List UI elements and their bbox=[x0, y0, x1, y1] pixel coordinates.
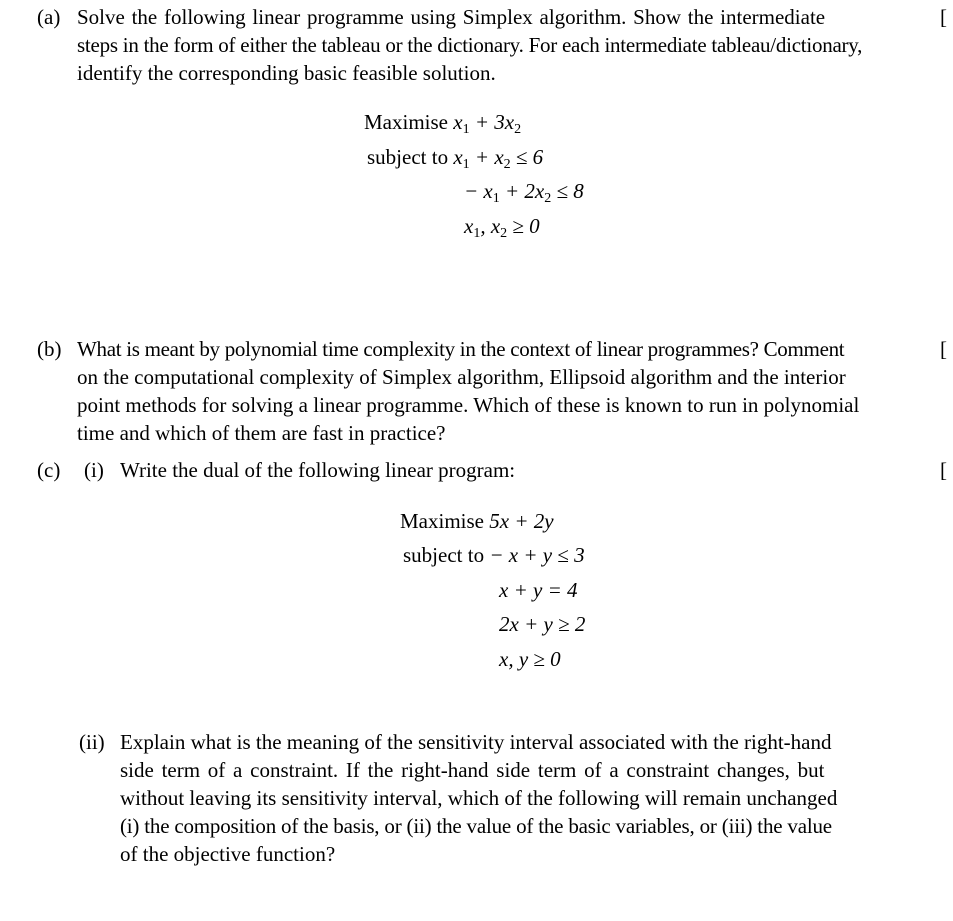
lp-c-objective-expr: 5x + 2y bbox=[489, 509, 554, 533]
lp-a-nonneg: $x_1$, $x_2 \ge 0$ bbox=[464, 214, 540, 241]
part-c-ii-line-2: side term of a constraint. If the right-hand side term of a constraint changes, but bbox=[120, 758, 825, 782]
lp-c-nonneg: x, y ≥ 0 bbox=[499, 647, 561, 671]
part-a-line-1: Solve the following linear programme using Simplex algorithm. Show the intermediate bbox=[77, 5, 826, 29]
part-c-sub-i-text: Write the dual of the following linear program: bbox=[120, 458, 516, 482]
part-a-line-3: identify the corresponding basic feasible solution. bbox=[77, 61, 496, 85]
lp-a-constraint-1-expr: $x_1 + x_2 \le 6$ bbox=[453, 145, 544, 172]
lp-c-subject-prefix: subject to bbox=[403, 543, 485, 567]
part-c-ii-line-4: (i) the composition of the basis, or (ii) the value of the basic variables, or (iii) the value bbox=[120, 814, 832, 838]
lp-a-objective bbox=[364, 108, 521, 136]
part-a-line-2: steps in the form of either the tableau or the dictionary. For each intermediate tableau/dictionary, bbox=[77, 33, 863, 57]
part-c-ii-line-5: of the objective function? bbox=[120, 842, 336, 866]
part-a-question bbox=[77, 3, 947, 87]
part-a-label: (a) bbox=[37, 5, 61, 29]
lp-a-objective-expr: $x_1 + 3x_2$ bbox=[453, 110, 522, 137]
part-c-sub-i-label: (i) bbox=[84, 458, 104, 482]
lp-a-subject-prefix: subject to bbox=[367, 145, 449, 169]
part-b-line-4: time and which of them are fast in practice? bbox=[77, 421, 446, 445]
part-c-sub-ii-question bbox=[120, 728, 900, 868]
part-c-sub-ii-label: (ii) bbox=[79, 730, 105, 754]
lp-a-objective-prefix: Maximise bbox=[364, 110, 448, 134]
part-b-line-2: on the computational complexity of Simplex algorithm, Ellipsoid algorithm and the interior bbox=[77, 365, 846, 389]
marks-bracket-b: [ bbox=[940, 337, 947, 361]
lp-c-constraint-3: 2x + y ≥ 2 bbox=[499, 612, 586, 636]
part-b-line-3: point methods for solving a linear programme. Which of these is known to run in polynomial bbox=[77, 393, 860, 417]
lp-c-objective-prefix: Maximise bbox=[400, 509, 484, 533]
part-c-ii-line-3: without leaving its sensitivity interval, which of the following will remain unchanged bbox=[120, 786, 838, 810]
part-b-question bbox=[77, 335, 937, 447]
lp-c-constraint-2: x + y = 4 bbox=[499, 578, 578, 602]
marks-bracket-c: [ bbox=[940, 458, 947, 482]
part-c-ii-line-1: Explain what is the meaning of the sensitivity interval associated with the right-hand bbox=[120, 730, 832, 754]
part-b-label: (b) bbox=[37, 337, 62, 361]
lp-c-objective bbox=[400, 507, 554, 535]
marks-bracket-a: [ bbox=[940, 5, 947, 29]
part-b-line-1: What is meant by polynomial time complexity in the context of linear programmes? Comment bbox=[77, 337, 845, 361]
lp-c-constraint-1-expr: − x + y ≤ 3 bbox=[489, 543, 585, 567]
lp-c-constraint-1 bbox=[403, 541, 585, 569]
part-c-label: (c) bbox=[37, 458, 61, 482]
lp-a-constraint-2: − $x_1 + 2x_2 \le 8$ bbox=[464, 179, 584, 206]
lp-a-constraint-1 bbox=[367, 143, 543, 171]
